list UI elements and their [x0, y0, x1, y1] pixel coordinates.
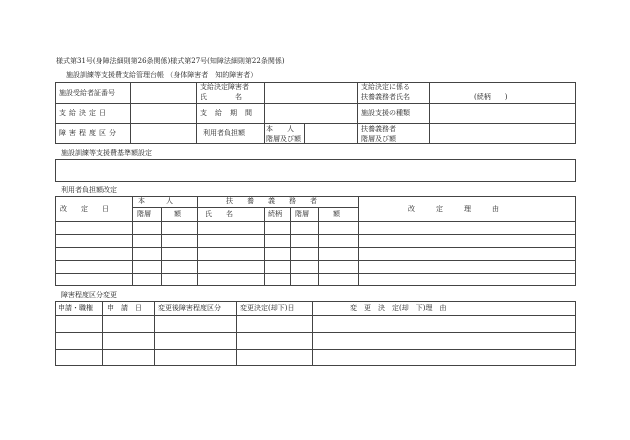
recipient-no-label: 施設受給者証番号 — [59, 89, 115, 97]
header-request-date: 申 請 日 — [107, 304, 142, 312]
col-divider — [264, 207, 265, 286]
row-divider — [55, 315, 576, 316]
col-divider — [358, 196, 359, 286]
col-divider — [130, 82, 131, 144]
header-reason: 変 更 決 定(却 下)理 由 — [350, 304, 447, 312]
base-amount-box — [55, 159, 576, 182]
section2-title: 施設訓練等支援費基準額設定 — [61, 149, 152, 157]
supporter-label: 扶 養 義 務 者 — [226, 197, 317, 205]
col-divider — [197, 196, 198, 286]
col-divider — [357, 82, 358, 144]
row-divider — [55, 349, 576, 350]
row-divider — [55, 234, 576, 235]
col-divider — [154, 301, 155, 366]
supporter-label-2: 扶養義務者氏名 — [361, 93, 410, 101]
disability-person-label-2: 氏 名 — [200, 93, 242, 101]
support-duty-label-2: 階層及び額 — [361, 135, 396, 143]
self-label-2: 階層及び額 — [266, 135, 301, 143]
row-divider — [55, 332, 576, 333]
row-divider — [55, 123, 576, 124]
header-request-type: 申請・職権 — [58, 304, 93, 312]
row-divider — [55, 103, 576, 104]
col-divider — [429, 82, 430, 144]
section3-title: 利用者負担額改定 — [61, 186, 117, 194]
col-divider — [318, 207, 319, 286]
burden-label: 利用者負担額 — [203, 129, 245, 137]
basic-info-border — [55, 82, 576, 144]
col-divider — [236, 301, 237, 366]
self-label-1: 本 人 — [266, 125, 294, 133]
form-number: 様式第31号(身障法細則第26条関係)様式第27号(知障法細則第22条関係) — [56, 57, 285, 65]
col-divider — [312, 301, 313, 366]
col-divider — [196, 82, 197, 144]
support-duty-label-1: 扶養義務者 — [361, 125, 396, 133]
revision-date-label: 改 定 日 — [60, 205, 109, 213]
section4-title: 障害程度区分変更 — [61, 291, 117, 299]
col-divider — [132, 196, 133, 286]
header-split — [132, 207, 358, 208]
supporter-label-1: 支給決定に係る — [361, 83, 410, 91]
sub-header-amount-2: 額 — [333, 210, 340, 218]
col-divider — [102, 301, 103, 366]
form-title: 施設訓練等支援費支給管理台帳 （身体障害者 知的障害者） — [66, 71, 258, 79]
sub-header-level: 階層 — [137, 210, 151, 218]
col-divider — [161, 207, 162, 286]
row-divider — [55, 221, 576, 222]
facility-type-label: 施設支援の種類 — [361, 109, 410, 117]
col-divider — [264, 82, 265, 144]
header-decision-date: 変更決定(却下)日 — [240, 304, 295, 312]
disability-class-label: 障害程度区分 — [59, 129, 119, 137]
decision-date-label: 支給決定日 — [59, 109, 109, 117]
period-label: 支給期間 — [200, 109, 260, 117]
sub-header-name: 氏 名 — [205, 210, 233, 218]
row-divider — [55, 247, 576, 248]
col-divider — [304, 123, 305, 144]
relation-label: (続柄 ) — [474, 93, 508, 101]
sub-header-level-2: 階層 — [295, 210, 309, 218]
reason-label: 改 定 理 由 — [408, 205, 499, 213]
disability-person-label-1: 支給決定障害者 — [200, 83, 249, 91]
sub-header-relation: 続柄 — [268, 210, 282, 218]
self-label: 本 人 — [138, 197, 173, 205]
sub-header-amount: 額 — [174, 210, 181, 218]
row-divider — [55, 273, 576, 274]
header-new-class: 変更後障害程度区分 — [158, 304, 221, 312]
col-divider — [290, 207, 291, 286]
row-divider — [55, 260, 576, 261]
